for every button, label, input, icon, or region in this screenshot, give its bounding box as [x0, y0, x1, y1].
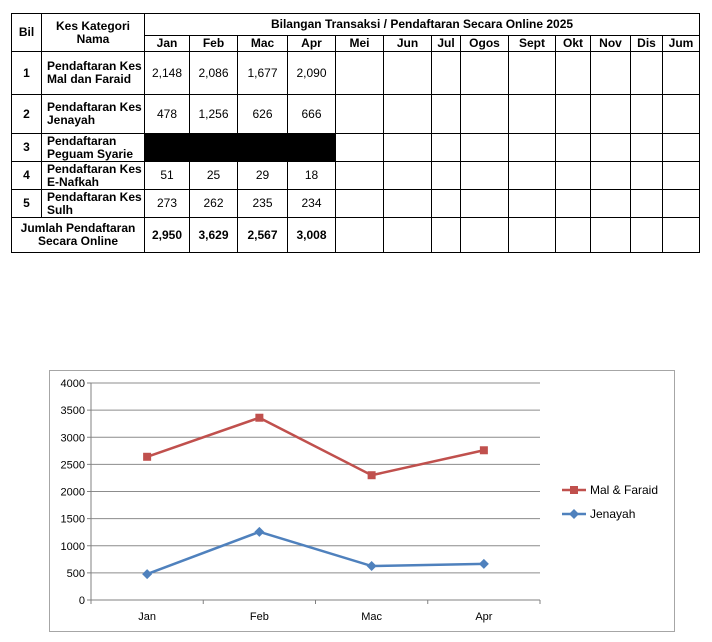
empty-cell [432, 95, 461, 134]
value-cell: 2,086 [190, 52, 238, 95]
month-header: Ogos [461, 36, 509, 52]
online-registration-table [11, 13, 700, 253]
empty-cell [461, 95, 509, 134]
data-point [255, 414, 263, 422]
data-point [143, 453, 151, 461]
value-cell: 1,256 [190, 95, 238, 134]
empty-cell [631, 52, 663, 95]
value-cell: 2,148 [145, 52, 190, 95]
empty-cell [556, 52, 591, 95]
empty-cell [432, 218, 461, 253]
total-cell: 3,629 [190, 218, 238, 253]
empty-cell [631, 134, 663, 162]
line-chart [50, 371, 674, 631]
month-header: Jul [432, 36, 461, 52]
empty-cell [556, 218, 591, 253]
value-cell: 666 [288, 95, 336, 134]
row-number: 3 [12, 134, 42, 162]
empty-cell [631, 95, 663, 134]
legend-marker [570, 486, 578, 494]
empty-cell [663, 95, 700, 134]
value-cell: 235 [238, 190, 288, 218]
total-row [12, 218, 700, 253]
value-cell: 29 [238, 162, 288, 190]
empty-cell [509, 218, 556, 253]
y-tick-label: 4000 [60, 378, 85, 390]
line-chart-frame [49, 370, 675, 632]
y-tick-label: 1000 [60, 540, 85, 553]
y-tick-label: 0 [78, 595, 85, 607]
empty-cell [384, 162, 432, 190]
value-cell: 478 [145, 95, 190, 134]
total-label: Jumlah Pendaftaran Secara Online [12, 218, 145, 253]
empty-cell [336, 190, 384, 218]
empty-cell [432, 190, 461, 218]
empty-cell [336, 134, 384, 162]
data-point [480, 446, 488, 454]
month-header: Nov [591, 36, 631, 52]
category-name: Pendaftaran Kes Jenayah [42, 95, 145, 134]
month-header: Mei [336, 36, 384, 52]
redacted-block [145, 134, 336, 162]
empty-cell [461, 134, 509, 162]
empty-cell [556, 190, 591, 218]
x-tick-label: Feb [249, 611, 269, 623]
value-cell: 234 [288, 190, 336, 218]
empty-cell [663, 190, 700, 218]
bil-header: Bil [12, 14, 42, 52]
data-point [254, 527, 264, 537]
empty-cell [509, 190, 556, 218]
empty-cell [556, 134, 591, 162]
empty-cell [509, 95, 556, 134]
table-title: Bilangan Transaksi / Pendaftaran Secara Online 2025 [145, 14, 700, 36]
y-tick-label: 3000 [60, 432, 85, 445]
empty-cell [591, 52, 631, 95]
category-name: Pendaftaran Peguam Syarie [42, 134, 145, 162]
empty-cell [663, 218, 700, 253]
empty-cell [336, 52, 384, 95]
empty-cell [461, 162, 509, 190]
empty-cell [336, 218, 384, 253]
empty-cell [509, 52, 556, 95]
row-number: 5 [12, 190, 42, 218]
month-header: Apr [288, 36, 336, 52]
y-tick-label: 3500 [60, 405, 85, 418]
series-line [147, 418, 484, 476]
value-cell: 18 [288, 162, 336, 190]
y-tick-label: 2500 [60, 459, 85, 472]
empty-cell [556, 162, 591, 190]
empty-cell [461, 190, 509, 218]
empty-cell [591, 162, 631, 190]
empty-cell [631, 218, 663, 253]
legend-marker [569, 509, 579, 519]
category-name: Pendaftaran Kes Sulh [42, 190, 145, 218]
legend-label: Jenayah [590, 507, 636, 521]
month-header: Jum [663, 36, 700, 52]
series-line [147, 532, 484, 574]
table-row [12, 52, 700, 95]
category-name: Pendaftaran Kes E-Nafkah [42, 162, 145, 190]
table-row [12, 95, 700, 134]
table-row [12, 190, 700, 218]
value-cell: 2,090 [288, 52, 336, 95]
total-cell: 2,950 [145, 218, 190, 253]
data-point [479, 559, 489, 569]
legend-label: Mal & Faraid [590, 483, 659, 497]
month-header: Jun [384, 36, 432, 52]
empty-cell [591, 218, 631, 253]
category-header: Kes Kategori Nama [42, 14, 145, 52]
row-number: 4 [12, 162, 42, 190]
empty-cell [591, 134, 631, 162]
empty-cell [631, 162, 663, 190]
total-cell: 2,567 [238, 218, 288, 253]
value-cell: 25 [190, 162, 238, 190]
empty-cell [384, 134, 432, 162]
empty-cell [336, 162, 384, 190]
month-header: Okt [556, 36, 591, 52]
month-header: Jan [145, 36, 190, 52]
y-tick-label: 500 [66, 567, 85, 580]
x-tick-label: Apr [475, 611, 493, 623]
data-point [142, 569, 152, 579]
empty-cell [591, 190, 631, 218]
empty-cell [432, 162, 461, 190]
month-header: Sept [509, 36, 556, 52]
row-number: 2 [12, 95, 42, 134]
empty-cell [461, 52, 509, 95]
data-point [367, 561, 377, 571]
value-cell: 626 [238, 95, 288, 134]
data-point [368, 471, 376, 479]
month-header: Mac [238, 36, 288, 52]
empty-cell [384, 52, 432, 95]
month-header: Feb [190, 36, 238, 52]
total-cell: 3,008 [288, 218, 336, 253]
empty-cell [461, 218, 509, 253]
empty-cell [509, 134, 556, 162]
empty-cell [384, 218, 432, 253]
x-tick-label: Jan [138, 611, 156, 623]
empty-cell [663, 134, 700, 162]
empty-cell [384, 95, 432, 134]
y-tick-label: 2000 [60, 486, 85, 499]
value-cell: 262 [190, 190, 238, 218]
y-tick-label: 1500 [60, 513, 85, 526]
empty-cell [556, 95, 591, 134]
table-row [12, 162, 700, 190]
empty-cell [591, 95, 631, 134]
row-number: 1 [12, 52, 42, 95]
empty-cell [663, 162, 700, 190]
empty-cell [631, 190, 663, 218]
empty-cell [663, 52, 700, 95]
empty-cell [432, 52, 461, 95]
value-cell: 1,677 [238, 52, 288, 95]
value-cell: 51 [145, 162, 190, 190]
empty-cell [384, 190, 432, 218]
table-row [12, 134, 700, 162]
month-header: Dis [631, 36, 663, 52]
empty-cell [509, 162, 556, 190]
empty-cell [432, 134, 461, 162]
empty-cell [336, 95, 384, 134]
value-cell: 273 [145, 190, 190, 218]
category-name: Pendaftaran Kes Mal dan Faraid [42, 52, 145, 95]
x-tick-label: Mac [361, 611, 383, 623]
